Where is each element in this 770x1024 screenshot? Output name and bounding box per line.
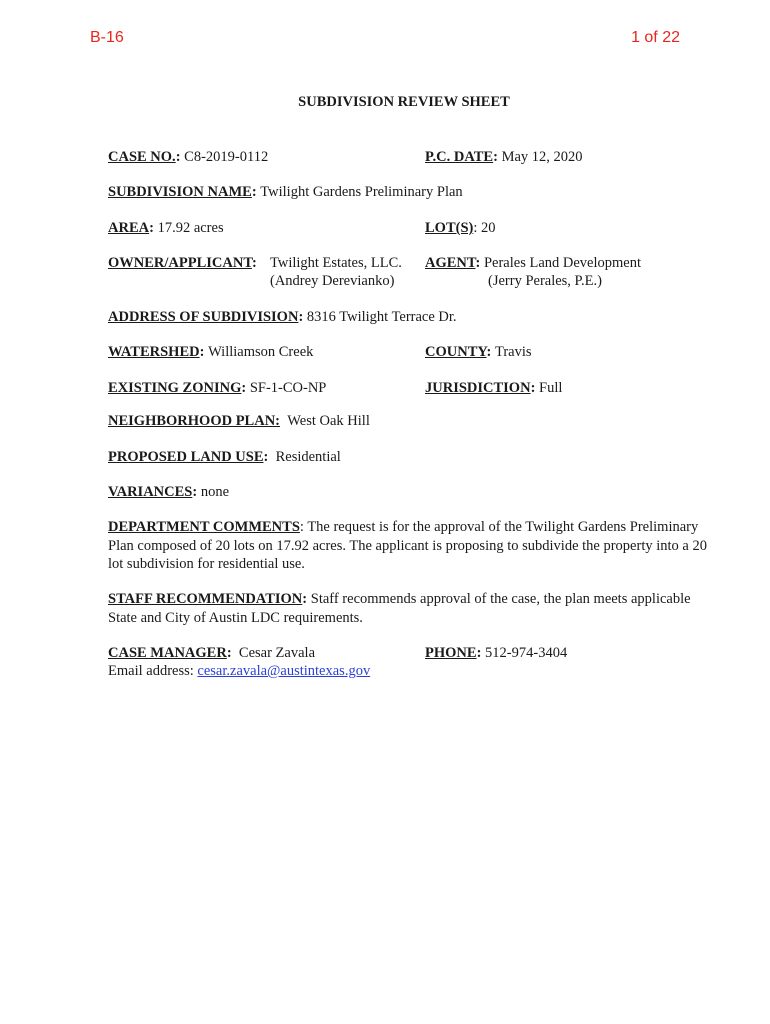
address-field: ADDRESS OF SUBDIVISION: 8316 Twilight Terrace Dr. <box>108 309 457 325</box>
case-no-value: C8-2019-0112 <box>184 149 269 165</box>
page-count: 1 of 22 <box>631 29 680 46</box>
area-value: 17.92 acres <box>157 220 224 236</box>
department-comments-label: DEPARTMENT COMMENTS <box>108 519 300 535</box>
subdivision-name-field: SUBDIVISION NAME: Twilight Gardens Preliminary Plan <box>108 184 463 200</box>
owner-applicant-contact: (Andrey Derevianko) <box>270 273 395 289</box>
county-field: COUNTY: Travis <box>425 344 532 360</box>
case-manager-label: CASE MANAGER <box>108 645 227 661</box>
email-field <box>108 662 370 680</box>
phone-label: PHONE <box>425 645 477 661</box>
phone-field: PHONE: 512-974-3404 <box>425 645 568 661</box>
neighborhood-plan-label: NEIGHBORHOOD PLAN: <box>108 413 280 429</box>
proposed-land-use-label: PROPOSED LAND USE <box>108 449 264 465</box>
watershed-value: Williamson Creek <box>208 344 314 360</box>
department-comments: DEPARTMENT COMMENTS: The request is for the approval of the Twilight Gardens Preliminary Plan composed of 20 lots on 17.92 acres. The applicant is proposing to subdivide the property into a 20 lot subdivision for residential use. <box>108 519 707 572</box>
jurisdiction-field: JURISDICTION: Full <box>425 380 563 396</box>
pc-date-field: P.C. DATE: May 12, 2020 <box>425 149 583 165</box>
case-no-label: CASE NO. <box>108 149 176 165</box>
pc-date-value: May 12, 2020 <box>501 149 583 165</box>
jurisdiction-label: JURISDICTION <box>425 380 531 396</box>
variances-field: VARIANCES: none <box>108 484 229 500</box>
staff-recommendation-label: STAFF RECOMMENDATION <box>108 591 303 607</box>
subdivision-name-label: SUBDIVISION NAME <box>108 184 252 200</box>
subdivision-name-value: Twilight Gardens Preliminary Plan <box>260 184 463 200</box>
department-comments-text: The request is for the approval of the Twilight Gardens Preliminary Plan composed of 20 lots on 17.92 acres. The applicant is proposing to subdivide the property into a 20 lot subdivision for residential use. <box>108 519 707 572</box>
case-manager-field: CASE MANAGER: Cesar Zavala <box>108 645 316 661</box>
area-field: AREA: 17.92 acres <box>108 220 224 236</box>
existing-zoning-label: EXISTING ZONING <box>108 380 242 396</box>
existing-zoning-value: SF-1-CO-NP <box>249 380 327 396</box>
proposed-land-use-value: Residential <box>275 449 341 465</box>
lots-value: 20 <box>481 220 496 236</box>
agent-field: AGENT: Perales Land Development <box>425 255 641 271</box>
page-code: B-16 <box>90 29 124 46</box>
staff-recommendation: STAFF RECOMMENDATION: Staff recommends approval of the case, the plan meets applicable State and City of Austin LDC requirements. <box>108 591 691 626</box>
address-value: 8316 Twilight Terrace Dr. <box>306 309 457 325</box>
owner-applicant-value: Twilight Estates, LLC. <box>270 255 402 271</box>
county-label: COUNTY <box>425 344 487 360</box>
email-label: Email address: <box>108 663 194 679</box>
case-no-field: CASE NO.: C8-2019-0112 <box>108 149 269 165</box>
neighborhood-plan-field <box>108 412 370 430</box>
agent-value: Perales Land Development <box>483 255 641 271</box>
variances-value: none <box>200 484 229 500</box>
owner-applicant-label: OWNER/APPLICANT <box>108 255 252 271</box>
email-link[interactable]: cesar.zavala@austintexas.gov <box>197 663 371 679</box>
case-manager-value: Cesar Zavala <box>238 645 316 661</box>
owner-applicant-field: OWNER/APPLICANT: <box>108 255 257 271</box>
watershed-field: WATERSHED: Williamson Creek <box>108 344 314 360</box>
proposed-land-use-field: PROPOSED LAND USE: Residential <box>108 449 341 465</box>
page-title: SUBDIVISION REVIEW SHEET <box>298 94 510 110</box>
existing-zoning-field: EXISTING ZONING: SF-1-CO-NP <box>108 380 327 396</box>
staff-recommendation-text: Staff recommends approval of the case, the plan meets applicable State and City of Austin LDC requirements. <box>108 591 691 626</box>
variances-label: VARIANCES <box>108 484 193 500</box>
lots-field: LOT(S): 20 <box>425 220 496 236</box>
watershed-label: WATERSHED <box>108 344 200 360</box>
county-value: Travis <box>494 344 532 360</box>
neighborhood-plan-value: West Oak Hill <box>287 413 370 429</box>
address-label: ADDRESS OF SUBDIVISION <box>108 309 299 325</box>
agent-contact: (Jerry Perales, P.E.) <box>488 273 602 289</box>
agent-label: AGENT <box>425 255 476 271</box>
lots-label: LOT(S) <box>425 220 474 236</box>
area-label: AREA <box>108 220 150 236</box>
pc-date-label: P.C. DATE <box>425 149 494 165</box>
phone-value: 512-974-3404 <box>485 645 568 661</box>
jurisdiction-value: Full <box>539 380 563 396</box>
